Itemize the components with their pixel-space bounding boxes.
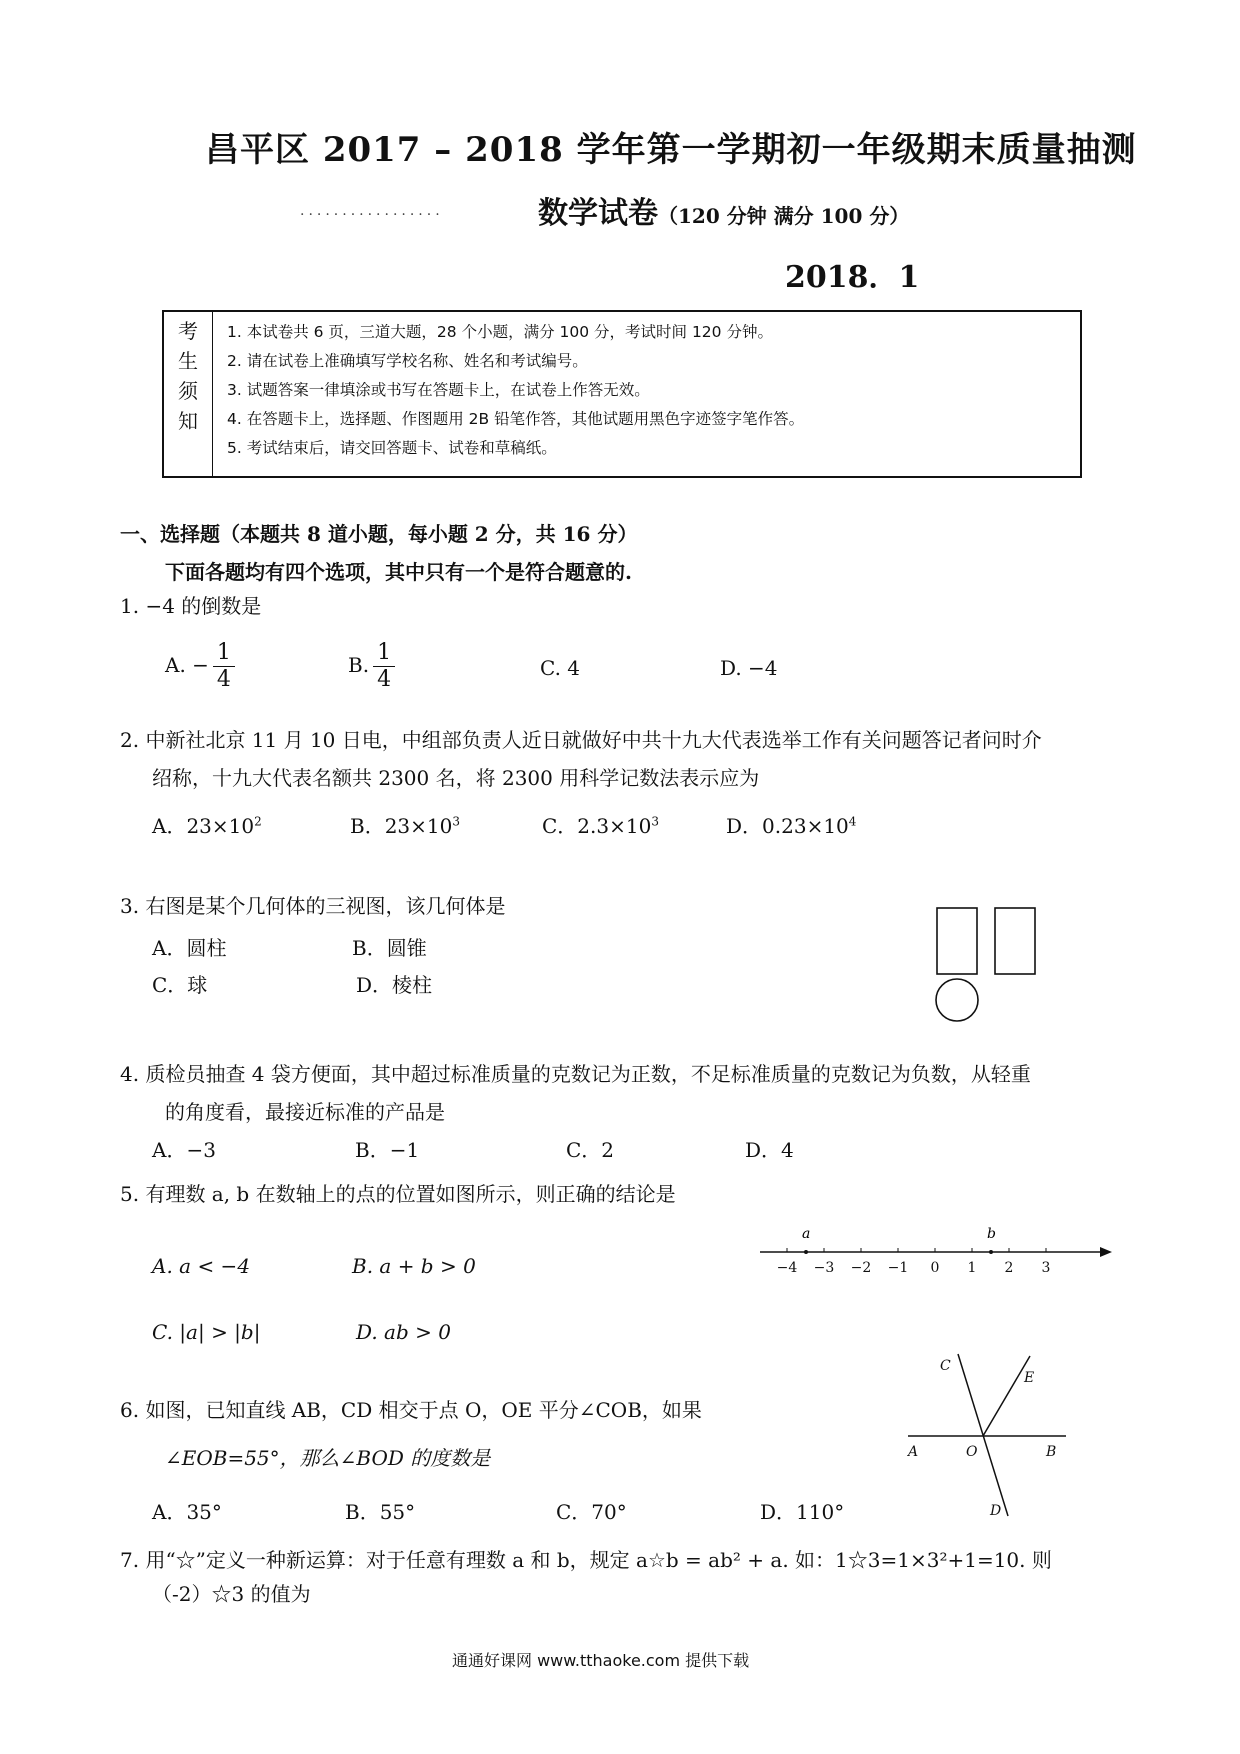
point-a-dot — [804, 1250, 808, 1254]
q4-option-b: B．−1 — [355, 1138, 420, 1162]
point-b-dot — [989, 1250, 993, 1254]
q1-option-a: A. − $\frac{1}{4}$ — [165, 640, 239, 693]
q5-option-a: A. a < −4 — [152, 1254, 251, 1278]
axis-tick-label: −2 — [850, 1260, 872, 1276]
point-b-label: b — [987, 1226, 996, 1242]
q6-option-d: D．110° — [760, 1500, 845, 1524]
q2-option-b: B．$23\times 10^3$ — [350, 814, 460, 838]
q3-option-c: C．球 — [152, 973, 208, 997]
subtitle-main: 数学试卷 — [538, 196, 658, 231]
exam-date: 2018．1 — [785, 260, 920, 295]
label-d: D — [990, 1503, 1002, 1519]
q2-option-c: C．$2.3\times 10^3$ — [542, 814, 659, 838]
axis-tick-label: −4 — [776, 1260, 798, 1276]
notice-item: 2. 请在试卷上准确填写学校名称、姓名和考试编号。 — [227, 352, 588, 370]
q2-option-d: D．$0.23\times 10^4$ — [726, 814, 857, 838]
q4-line1: 4. 质检员抽查 4 袋方便面，其中超过标准质量的克数记为正数，不足标准质量的克数记为负数，从轻重 — [120, 1062, 1031, 1086]
q6-line1: 6. 如图，已知直线 AB，CD 相交于点 O，OE 平分∠COB，如果 — [120, 1398, 702, 1422]
three-view-figure — [930, 900, 1060, 1036]
subtitle-note: （120 分钟 满分 100 分） — [658, 204, 910, 228]
number-line-figure — [750, 1220, 1120, 1280]
q4-line2: 的角度看，最接近标准的产品是 — [165, 1100, 445, 1124]
exam-subtitle — [538, 188, 909, 232]
intersecting-lines-figure — [898, 1350, 1078, 1520]
top-view-circle — [936, 979, 978, 1021]
label-a: A — [908, 1444, 919, 1460]
q2-option-a: A．$23\times 10^2$ — [152, 814, 262, 838]
q7-line1: 7. 用“☆”定义一种新运算：对于任意有理数 a 和 b，规定 a☆b = ab² + a. 如：1☆3=1×3²+1=10. 则 — [120, 1548, 1052, 1572]
notice-item: 1. 本试卷共 6 页，三道大题，28 个小题，满分 100 分，考试时间 120 分钟。 — [227, 323, 773, 341]
number-line-labels — [777, 1260, 1051, 1276]
q1-stem: 1. −4 的倒数是 — [120, 594, 262, 618]
q3-option-b: B．圆锥 — [352, 936, 427, 960]
q1-option-c: C. 4 — [540, 656, 581, 680]
exam-title: 昌平区 2017 – 2018 学年第一学期初一年级期末质量抽测 — [205, 130, 1137, 170]
q6-option-c: C．70° — [556, 1500, 627, 1524]
footer-source: 通通好课网 www.tthaoke.com 提供下载 — [452, 1651, 750, 1670]
section-heading: 一、选择题（本题共 8 道小题，每小题 2 分，共 16 分） — [120, 522, 638, 546]
leader-dots: ................. — [300, 203, 444, 219]
q4-option-c: C．2 — [566, 1138, 615, 1162]
notice-item: 5. 考试结束后，请交回答题卡、试卷和草稿纸。 — [227, 439, 557, 457]
q1-option-d: D. −4 — [720, 656, 778, 680]
q2-line2: 绍称，十九大代表名额共 2300 名，将 2300 用科学记数法表示应为 — [152, 766, 760, 790]
q3-stem: 3. 右图是某个几何体的三视图，该几何体是 — [120, 894, 506, 918]
q3-option-a: A．圆柱 — [152, 936, 227, 960]
side-view-rectangle — [995, 908, 1035, 974]
q5-option-c: C. |a| > |b| — [152, 1320, 261, 1344]
q6-line2: ∠EOB=55°，那么∠BOD 的度数是 — [165, 1446, 491, 1470]
section-instruction: 下面各题均有四个选项，其中只有一个是符合题意的. — [165, 560, 632, 584]
q1-option-b: B. $\frac{1}{4}$ — [348, 640, 399, 693]
axis-arrow-icon — [1100, 1247, 1112, 1257]
q2-line1: 2. 中新社北京 11 月 10 日电，中组部负责人近日就做好中共十九大代表选举工作有关问题答记者问时介 — [120, 728, 1042, 752]
q7-line2: （-2）☆3 的值为 — [152, 1582, 311, 1606]
label-o: O — [966, 1444, 978, 1460]
axis-tick-label: 1 — [967, 1260, 977, 1276]
label-b: B — [1046, 1444, 1057, 1460]
axis-tick-label: 2 — [1004, 1260, 1014, 1276]
notice-item: 4. 在答题卡上，选择题、作图题用 2B 铅笔作答，其他试题用黑色字迹签字笔作答。 — [227, 410, 805, 428]
q6-option-b: B．55° — [345, 1500, 416, 1524]
q6-option-a: A．35° — [152, 1500, 222, 1524]
axis-tick-label: −1 — [887, 1260, 909, 1276]
label-e: E — [1024, 1370, 1035, 1386]
notice-items — [213, 311, 1082, 477]
axis-tick-label: −3 — [813, 1260, 835, 1276]
notice-box — [162, 310, 1082, 478]
axis-tick-label: 0 — [930, 1260, 940, 1276]
notice-item: 3. 试题答案一律填涂或书写在答题卡上，在试卷上作答无效。 — [227, 381, 650, 399]
q5-option-b: B. a + b > 0 — [352, 1254, 476, 1278]
ray-oe — [983, 1356, 1030, 1436]
point-a-label: a — [802, 1226, 811, 1242]
q4-option-d: D．4 — [745, 1138, 794, 1162]
notice-label: 考 生 须 知 — [163, 311, 213, 477]
q4-option-a: A．−3 — [152, 1138, 216, 1162]
front-view-rectangle — [937, 908, 977, 974]
q5-stem: 5. 有理数 a, b 在数轴上的点的位置如图所示，则正确的结论是 — [120, 1182, 676, 1206]
q5-option-d: D. ab > 0 — [356, 1320, 451, 1344]
q3-option-d: D．棱柱 — [356, 973, 433, 997]
axis-tick-label: 3 — [1041, 1260, 1051, 1276]
label-c: C — [940, 1358, 951, 1374]
